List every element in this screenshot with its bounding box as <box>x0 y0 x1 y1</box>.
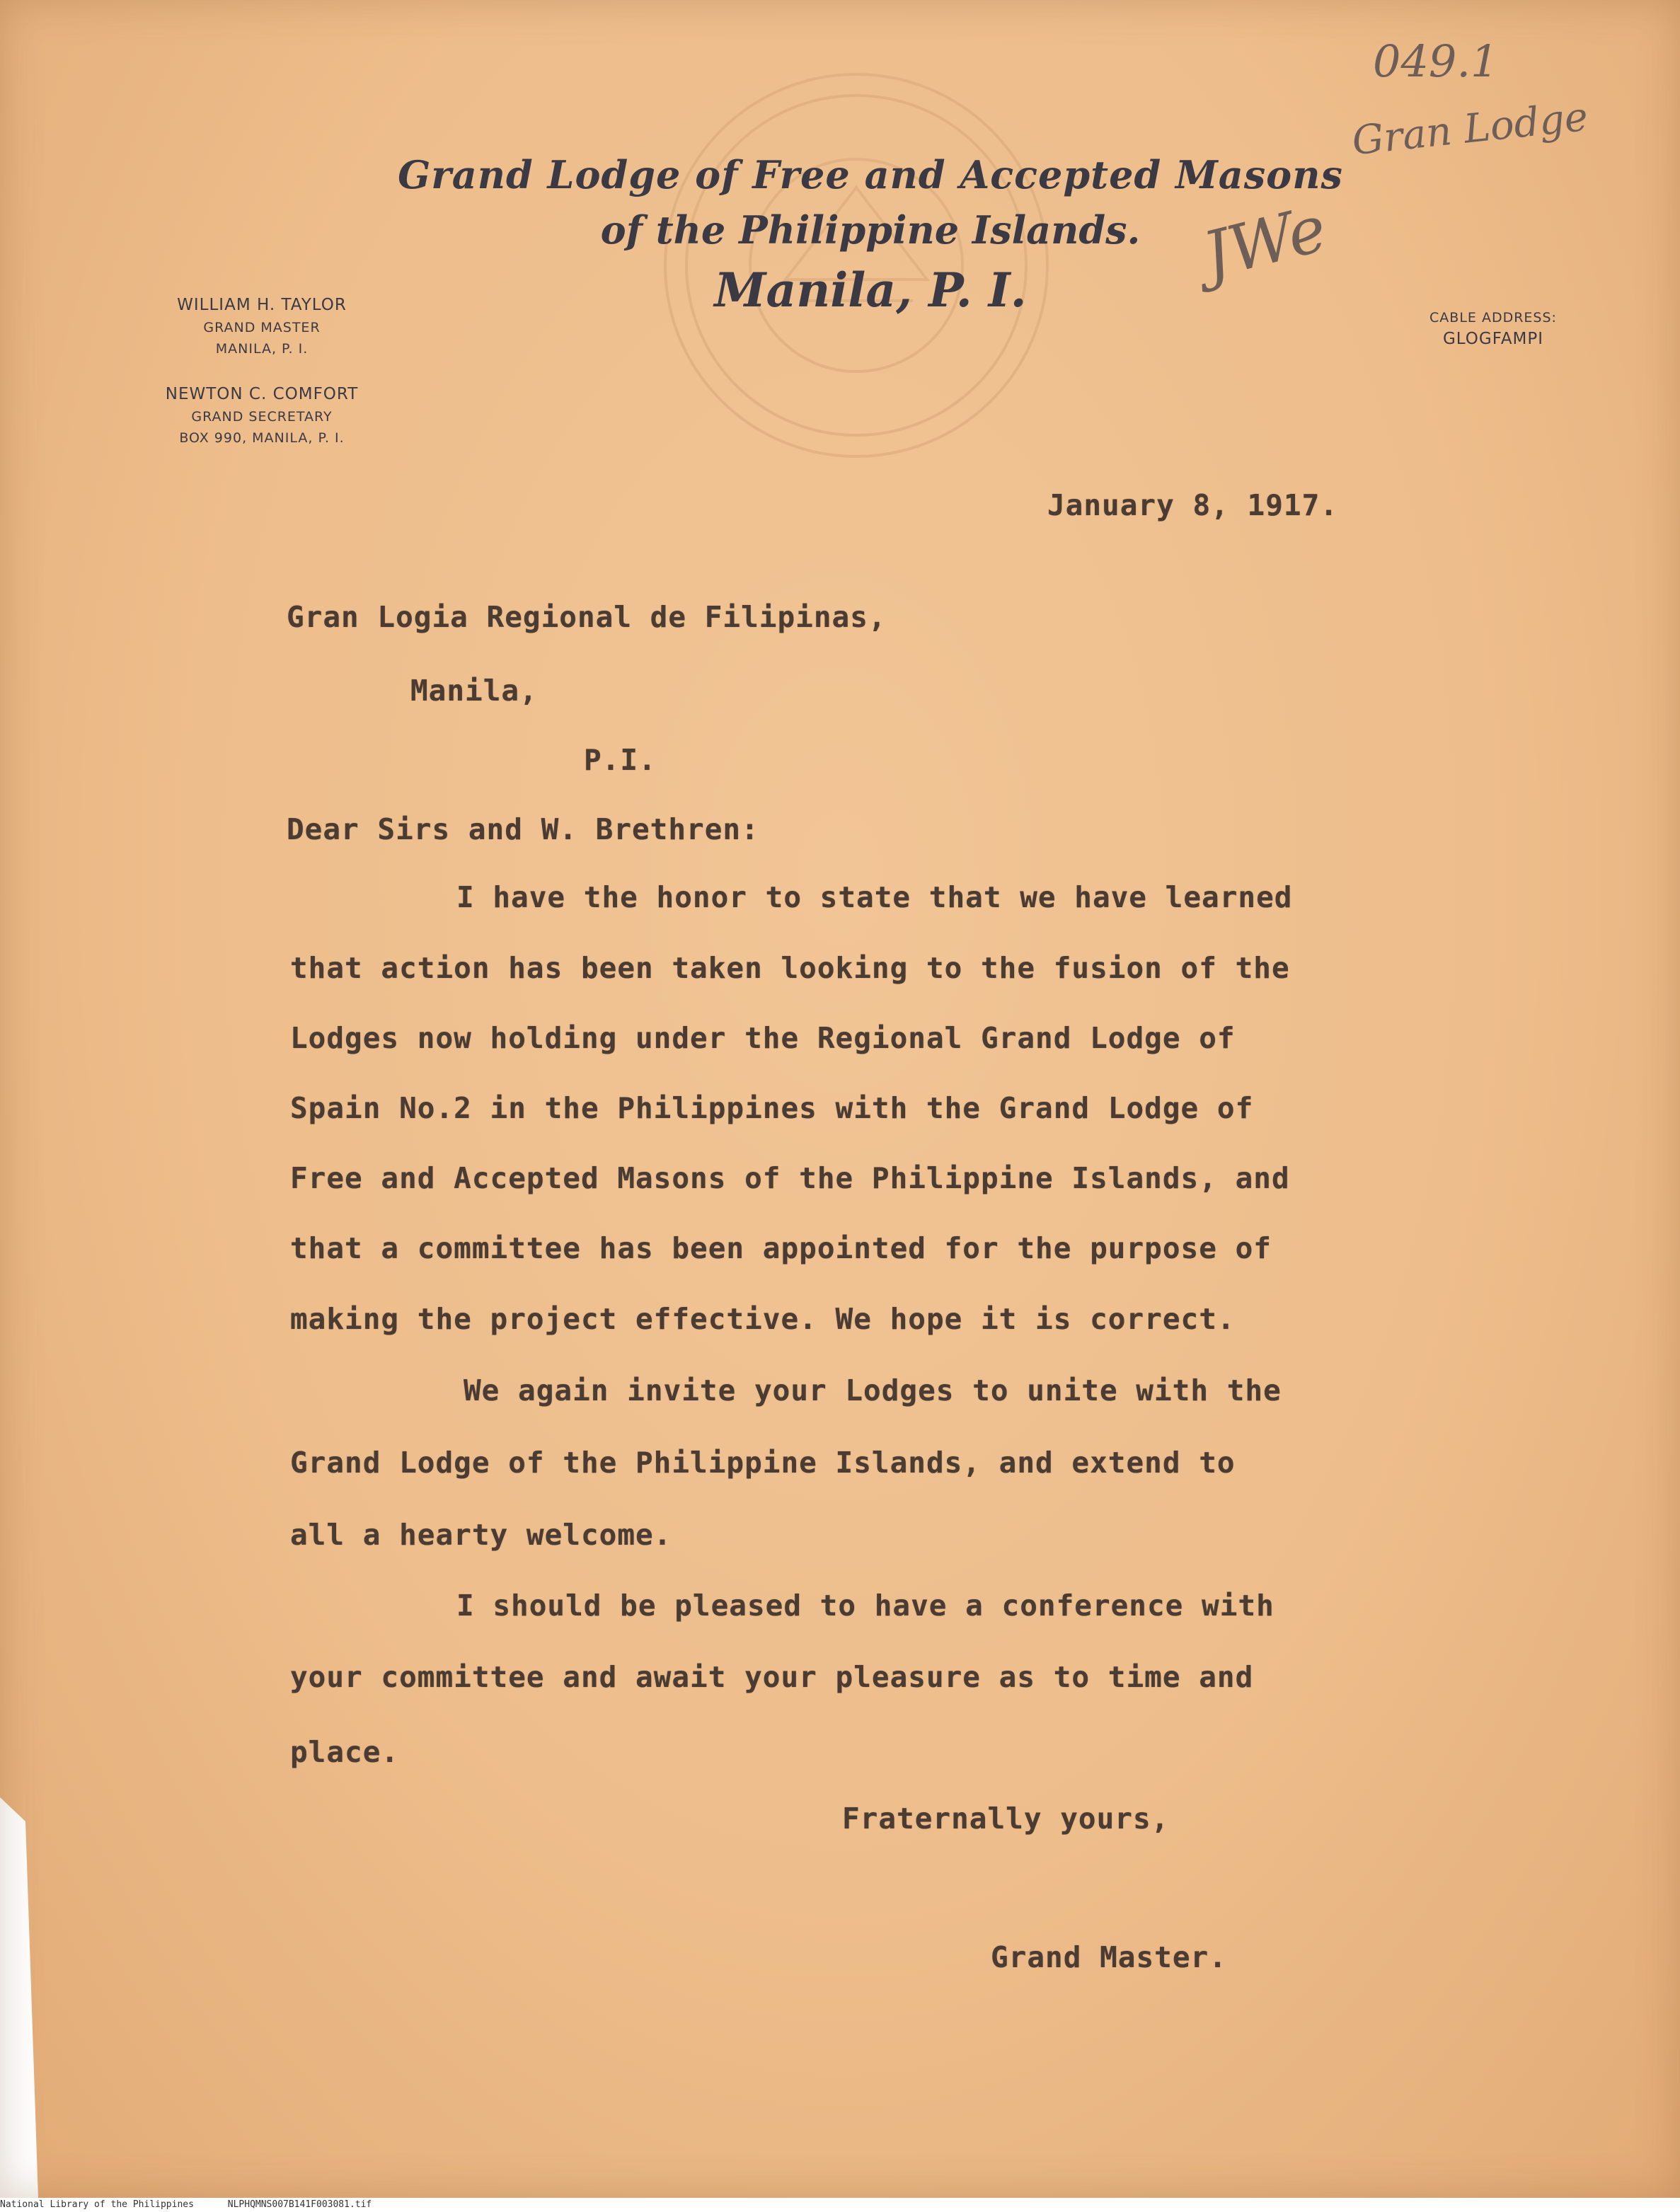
body-line: all a hearty welcome. <box>290 1518 672 1552</box>
cable-address-block <box>1380 304 1606 348</box>
handwritten-note: Gran Lodge <box>1350 93 1590 165</box>
archive-footer <box>0 2199 372 2210</box>
cable-address-label: CABLE ADDRESS: <box>1429 310 1557 326</box>
signature-title: Grand Master. <box>991 1940 1227 1974</box>
recipient-line-1: Gran Logia Regional de Filipinas, <box>287 600 887 634</box>
grand-master-title: GRAND MASTER <box>203 320 321 335</box>
body-line: Free and Accepted Masons of the Philippine Islands, and <box>290 1161 1290 1195</box>
body-line: Grand Lodge of the Philippine Islands, and extend to <box>290 1446 1236 1480</box>
letterhead-line-2: of the Philippine Islands. <box>600 207 1141 253</box>
body-line: Spain No.2 in the Philippines with the Grand Lodge of <box>290 1091 1254 1125</box>
letterhead-line-1: Grand Lodge of Free and Accepted Masons <box>398 152 1343 197</box>
letterhead-line-3: Manila, P. I. <box>714 263 1027 318</box>
body-line: I should be pleased to have a conference with <box>456 1589 1275 1623</box>
grand-secretary-info <box>120 385 403 446</box>
body-line: that a committee has been appointed for the purpose of <box>290 1231 1272 1265</box>
body-line: place. <box>290 1735 400 1769</box>
grand-secretary-address: BOX 990, MANILA, P. I. <box>179 430 345 446</box>
grand-master-address: MANILA, P. I. <box>215 341 309 357</box>
grand-secretary-name: NEWTON C. COMFORT <box>165 385 359 403</box>
salutation: Dear Sirs and W. Brethren: <box>287 812 759 846</box>
body-line: making the project effective. We hope it is correct. <box>290 1302 1236 1336</box>
grand-master-name: WILLIAM H. TAYLOR <box>177 296 347 314</box>
body-line: Lodges now holding under the Regional Grand Lodge of <box>290 1021 1236 1055</box>
body-line: I have the honor to state that we have learned <box>456 880 1293 914</box>
footer-file: NLPHQMNS007B141F003081.tif <box>227 2199 372 2210</box>
body-line: that action has been taken looking to the fusion of the <box>290 951 1290 985</box>
recipient-line-3: P.I. <box>584 743 657 777</box>
footer-library: National Library of the Philippines <box>0 2199 194 2210</box>
grand-secretary-title: GRAND SECRETARY <box>191 409 333 425</box>
handwritten-file-number: 049.1 <box>1373 35 1499 87</box>
cable-address-value: GLOGFAMPI <box>1442 330 1544 348</box>
closing: Fraternally yours, <box>842 1802 1170 1836</box>
body-line: We again invite your Lodges to unite with the <box>464 1373 1282 1407</box>
torn-corner <box>0 1797 64 2198</box>
body-line: your committee and await your pleasure as to time and <box>290 1660 1254 1694</box>
letter-date: January 8, 1917. <box>1047 488 1338 522</box>
recipient-line-2: Manila, <box>410 674 538 708</box>
handwritten-initials: JWe <box>1195 191 1334 294</box>
officers-block <box>120 296 403 446</box>
grand-master-info <box>120 296 403 357</box>
